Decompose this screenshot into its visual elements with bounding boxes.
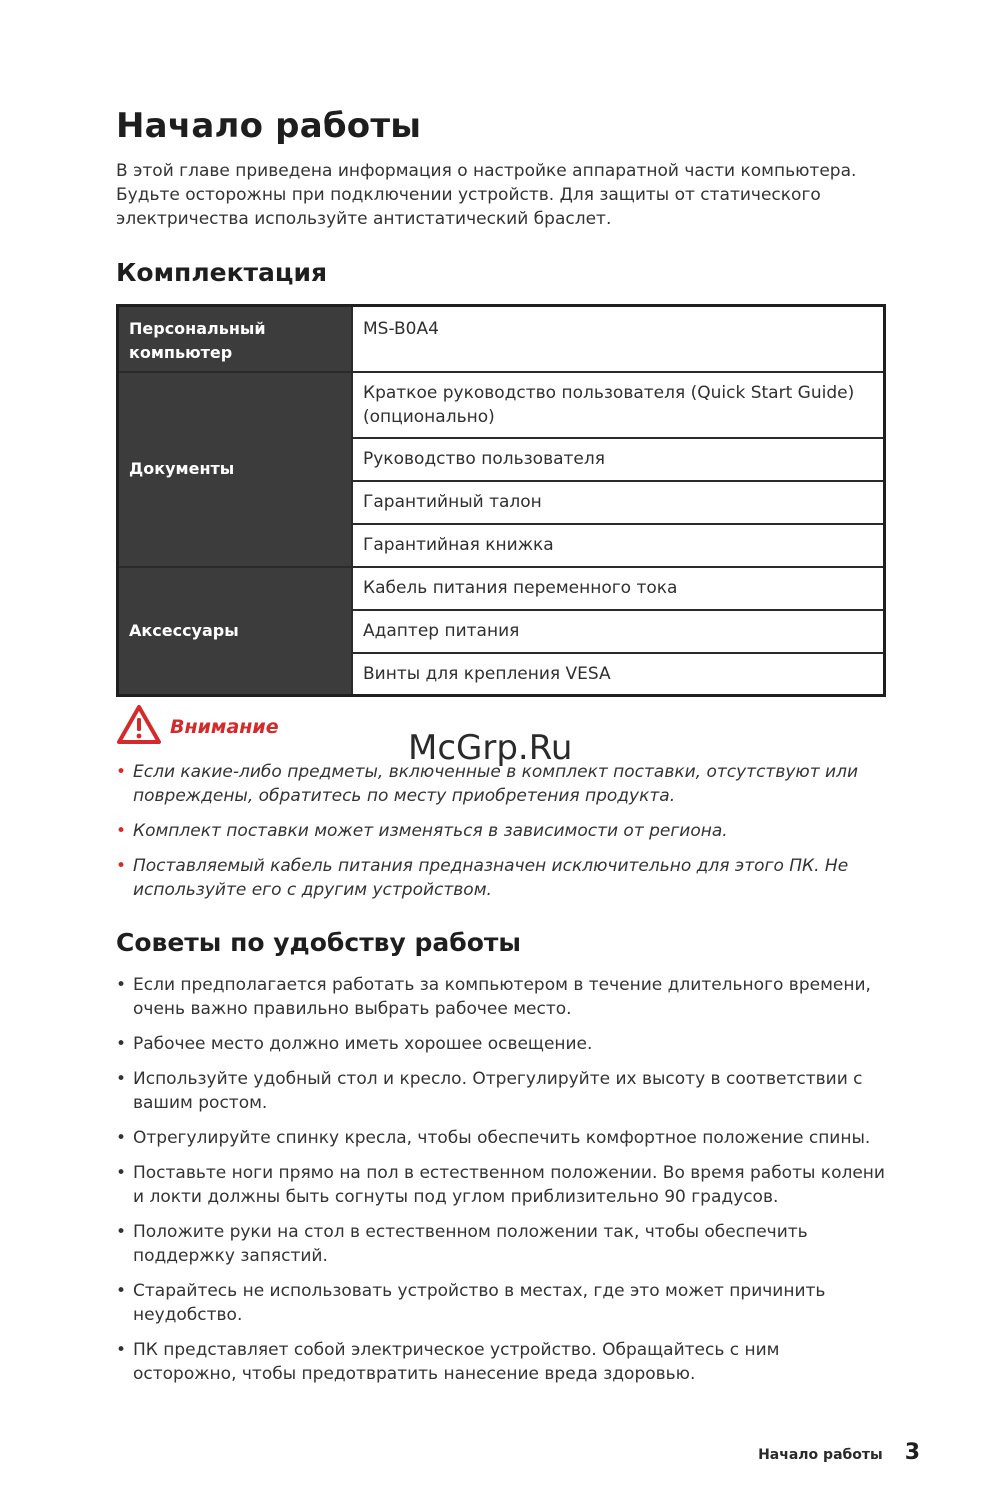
kit-table-row: [118, 372, 885, 438]
kit-item-cell: MS-B0A4: [352, 306, 885, 372]
intro-paragraph: В этой главе приведена информация о настройке аппаратной части компьютера. Будьте осторожны при подключении устройств. Для защиты от статического электричества используйте антистатический браслет.: [116, 161, 857, 229]
tips-list-item: • Рабочее место должно иметь хорошее освещение.: [116, 1032, 886, 1056]
warning-list-item: • Комплект поставки может изменяться в зависимости от региона.: [116, 819, 886, 843]
tips-list-item: • Поставьте ноги прямо на пол в естественном положении. Во время работы колени и локти должны быть согнуты под углом приблизительно 90 градусов.: [116, 1161, 886, 1209]
tips-list-item: • Положите руки на стол в естественном положении так, чтобы обеспечить поддержку запястий.: [116, 1220, 886, 1268]
tips-section-title: Советы по удобству работы: [116, 928, 521, 957]
kit-item-cell: Краткое руководство пользователя (Quick Start Guide) (опционально): [352, 372, 885, 438]
tips-list-item: • Используйте удобный стол и кресло. Отрегулируйте их высоту в соответствии с вашим ростом.: [116, 1067, 886, 1115]
footer-section-name: Начало работы: [758, 1447, 883, 1463]
kit-item-cell: Винты для крепления VESA: [352, 653, 885, 696]
warning-label: Внимание: [170, 716, 279, 738]
warning-list-item: • Поставляемый кабель питания предназначен исключительно для этого ПК. Не используйте его с другим устройством.: [116, 854, 886, 902]
kit-category-cell: Аксессуары: [118, 567, 353, 696]
watermark-text: McGrp.Ru: [408, 728, 573, 768]
tips-list-item: • Старайтесь не использовать устройство в местах, где это может причинить неудобство.: [116, 1279, 886, 1327]
warning-list: [116, 760, 886, 913]
page-number: 3: [904, 1440, 920, 1465]
kit-item-cell: Гарантийная книжка: [352, 524, 885, 567]
warning-triangle-icon: [116, 704, 162, 750]
kit-item-cell: Адаптер питания: [352, 610, 885, 653]
kit-category-cell: Документы: [118, 372, 353, 567]
kit-category-cell: Персональный компьютер: [118, 306, 353, 372]
tips-list-item: • Отрегулируйте спинку кресла, чтобы обеспечить комфортное положение спины.: [116, 1126, 886, 1150]
page-title: Начало работы: [116, 106, 422, 146]
kit-section-title: Комплектация: [116, 258, 328, 287]
kit-table-row: [118, 567, 885, 610]
kit-table-row: [118, 306, 885, 372]
warning-list-item: • Если какие-либо предметы, включенные в комплект поставки, отсутствуют или повреждены, обратитесь по месту приобретения продукта.: [116, 760, 886, 808]
kit-item-cell: Руководство пользователя: [352, 438, 885, 481]
tips-list: [116, 973, 886, 1397]
tips-list-item: • ПК представляет собой электрическое устройство. Обращайтесь с ним осторожно, чтобы предотвратить нанесение вреда здоровью.: [116, 1338, 886, 1386]
kit-item-cell: Гарантийный талон: [352, 481, 885, 524]
page-footer: [758, 1440, 920, 1465]
warning-header: [116, 706, 279, 748]
kit-item-cell: Кабель питания переменного тока: [352, 567, 885, 610]
kit-table: [116, 304, 886, 697]
tips-list-item: • Если предполагается работать за компьютером в течение длительного времени, очень важно правильно выбрать рабочее место.: [116, 973, 886, 1021]
